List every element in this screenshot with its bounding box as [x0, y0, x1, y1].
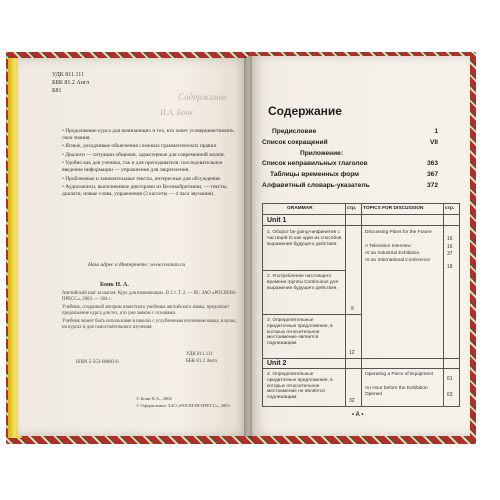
toc-entry: Список сокращений [262, 139, 328, 146]
topic-page: 16 [447, 244, 453, 250]
table-rule [263, 314, 361, 315]
contents-title: Содержание [268, 104, 342, 118]
udk-code: УДК 811.111 [52, 72, 85, 78]
contents-table [262, 203, 460, 407]
topic-2: A Television Interview [365, 244, 411, 249]
toc-entry: Предисловие [272, 128, 317, 135]
left-page [18, 58, 248, 436]
page-footer: • A • [352, 412, 364, 418]
biblio-line: Учебник, созданный автором известного учебника английского языка, предлагает продолжение курса для тех, кто уже знаком с основами. [62, 305, 230, 316]
topic-3: At an Industrial Exhibition [365, 251, 420, 256]
biblio-line: Учебник может быть использован в школах с углубленным изучением языка, в вузах, на курсах и для самостоятельного изучения. [62, 319, 237, 330]
topic-4: At an International Conference [365, 258, 431, 263]
feature-item: • Ясные, доходчивые объяснения сложных грамматических правил. [62, 143, 218, 150]
table-rule [361, 204, 362, 406]
header-page-2: стр. [445, 206, 455, 211]
table-rule [263, 225, 459, 226]
grammar-page-2: 9 [351, 306, 354, 312]
topic-page: 63 [447, 392, 453, 398]
topic-page: 61 [447, 376, 453, 382]
udk-right: УДК 811.111 [186, 352, 213, 357]
table-rule [443, 204, 444, 406]
copyright-line: © Бонк Н.А., 2002 [136, 396, 172, 401]
book-gutter [244, 56, 252, 438]
toc-page-number: VII [429, 139, 438, 146]
toc-page-number: 367 [426, 171, 438, 178]
feature-item: • Диалоги — ситуации общения, характерные для современной жизни. [62, 151, 226, 158]
table-rule [263, 368, 459, 369]
topic-page: 18 [447, 264, 453, 270]
feature-item: • Проблемные и занимательные тексты, интересные для обсуждения. [62, 175, 221, 182]
bleed-through-title: Содержание [178, 92, 228, 102]
grammar-page-3: 12 [349, 350, 355, 356]
grammar-item-4: 4. Определительные придаточные предложения, в которых относительное местоимение не является подлежащим. [267, 372, 333, 401]
grammar-page-4: 32 [349, 398, 355, 404]
toc-page-number: 1 [434, 128, 438, 135]
feature-item: • Удобно как для ученика, так и для преподавателя: последовательное введение информации — упражнения для закрепления. [62, 160, 223, 173]
topic-5: Operating a Piece of Equipment [365, 372, 433, 377]
copyright-line: © Оформление. ЗАО «РОСМЭН-ПРЕСС», 2003 [136, 403, 230, 408]
bleed-through-author: И.А. Бонк [160, 108, 194, 117]
isbn: ISBN 5-353-00883-6 [76, 360, 119, 365]
biblio-line: Английский шаг за шагом: Курс для начинающих. В 2 т. Т. 2. — М.: ЗАО «РОСМЭН-ПРЕСС», 2003. — 304 с. [62, 291, 237, 302]
toc-entry: Приложение: [300, 150, 344, 157]
bbk-right: ББК 81.2 Англ [186, 359, 217, 364]
grammar-item-1: 1. Оборот be going+инфинитив с частицей to как один из способов выражения будущего действия. [267, 230, 342, 247]
table-rule [263, 358, 459, 359]
toc-page-number: 363 [426, 160, 438, 167]
toc-page-number: 372 [426, 182, 438, 189]
biblio-author: Бонк Н. А. [100, 282, 129, 288]
header-page: стр. [347, 206, 357, 211]
feature-item: • Продолжение курса для начинающих и тех, кто хочет усовершенствовать свои знания. [62, 128, 234, 141]
table-rule [263, 270, 345, 271]
topic-page: 16 [447, 236, 453, 242]
biblio-description [62, 291, 238, 331]
feature-list [62, 128, 240, 199]
topic-6: An Hour before the Exhibition Opened [365, 386, 428, 397]
catalog-code: Б81 [52, 88, 62, 94]
header-grammar: GRAMMAR [287, 206, 313, 211]
grammar-item-3: 3. Определительные придаточные предложения, в которых относительное местоимение является подлежащим. [267, 318, 333, 347]
toc-entry: Список неправильных глаголов [262, 160, 368, 167]
website-line: Наш адрес в Интернете: www.rosman.ru [88, 262, 186, 268]
feature-item: • Аудиозаписи, выполненные дикторами из Великобритании, — тексты, диалоги, новые слова, упражнения (3 кассеты — 4 часа звучания). [62, 184, 228, 197]
toc-entry: Алфавитный словарь-указатель [262, 182, 370, 189]
table-rule [345, 204, 346, 406]
unit-2-label: Unit 2 [267, 360, 287, 367]
topic-1: Discussing Plans for the Future [365, 230, 432, 235]
grammar-item-2: 2. Употребление настоящего времени группы Continuous для выражения будущего действия. [267, 274, 339, 291]
topic-page: 37 [447, 251, 453, 257]
toc-entry: Таблицы временных форм [270, 171, 360, 178]
header-topics: TOPICS FOR DISCUSSION [363, 206, 424, 211]
unit-1-label: Unit 1 [267, 217, 287, 224]
bbk-code: ББК 81.2 Англ [52, 80, 90, 86]
